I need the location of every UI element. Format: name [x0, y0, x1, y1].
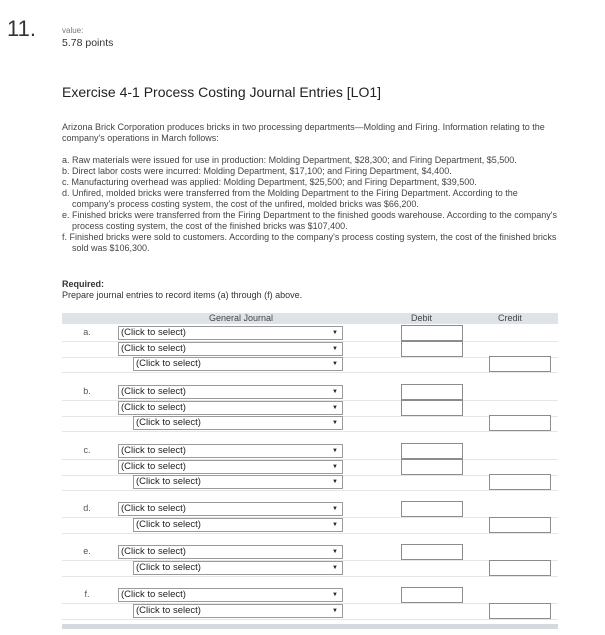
transaction-item: c. Manufacturing overhead was applied: Molding Department, $25,500; and Firing Department, $39,500.	[62, 177, 477, 187]
credit-amount-input[interactable]	[489, 603, 551, 619]
transaction-item: f. Finished bricks were sold to customers. According to the company's process costing system, the cost of the finished bricks sold was $106,300.	[62, 232, 557, 253]
debit-amount-input[interactable]	[401, 587, 463, 603]
transaction-list	[62, 155, 560, 254]
transaction-item: b. Direct labor costs were incurred: Molding Department, $17,100; and Firing Department, $4,400.	[62, 166, 452, 176]
credit-account-select[interactable]	[133, 475, 343, 489]
credit-amount-input[interactable]	[489, 415, 551, 431]
points-value: 5.78 points	[62, 37, 114, 49]
value-label: value:	[62, 26, 84, 35]
entry-letter: a.	[83, 327, 91, 337]
entry-letter: f.	[84, 589, 90, 599]
entry-letter: d.	[83, 503, 91, 513]
transaction-item: d. Unfired, molded bricks were transferred from the Molding Department to the Firing Department. According to the company's process costing system, the cost of the unfired, molded bricks was $66,200.	[62, 188, 518, 209]
credit-account-select[interactable]	[133, 604, 343, 618]
select-placeholder: (Click to select)	[136, 562, 201, 573]
row-divider	[62, 372, 558, 373]
select-placeholder: (Click to select)	[136, 519, 201, 530]
debit-amount-input[interactable]	[401, 325, 463, 341]
select-placeholder: (Click to select)	[136, 605, 201, 616]
question-number: 11.	[7, 16, 36, 41]
debit-account-select[interactable]	[118, 444, 343, 458]
select-placeholder: (Click to select)	[121, 503, 186, 514]
transaction-item: e. Finished bricks were transferred from the Firing Department to the finished goods warehouse. According to the company's process costing system, the cost of the finished bricks was $107,400.	[62, 210, 557, 231]
debit-amount-input[interactable]	[401, 384, 463, 400]
debit-amount-input[interactable]	[401, 459, 463, 475]
dropdown-arrow-icon: ▼	[332, 549, 338, 555]
row-divider	[62, 431, 558, 432]
credit-amount-input[interactable]	[489, 517, 551, 533]
header-credit: Credit	[498, 313, 523, 323]
dropdown-arrow-icon: ▼	[332, 464, 338, 470]
debit-account-select[interactable]	[118, 326, 343, 340]
dropdown-arrow-icon: ▼	[332, 565, 338, 571]
credit-account-select[interactable]	[133, 518, 343, 532]
select-placeholder: (Click to select)	[121, 402, 186, 413]
dropdown-arrow-icon: ▼	[332, 420, 338, 426]
dropdown-arrow-icon: ▼	[332, 479, 338, 485]
credit-account-select[interactable]	[133, 357, 343, 371]
select-placeholder: (Click to select)	[136, 417, 201, 428]
journal-header	[62, 313, 558, 324]
select-placeholder: (Click to select)	[121, 327, 186, 338]
debit-amount-input[interactable]	[401, 544, 463, 560]
credit-amount-input[interactable]	[489, 356, 551, 372]
debit-account-select[interactable]	[118, 545, 343, 559]
dropdown-arrow-icon: ▼	[332, 608, 338, 614]
dropdown-arrow-icon: ▼	[332, 346, 338, 352]
entry-letter: e.	[83, 546, 91, 556]
exercise-intro: Arizona Brick Corporation produces bricks in two processing departments—Molding and Firing. Information relating to the company's operations in March follows:	[62, 122, 545, 143]
select-placeholder: (Click to select)	[136, 358, 201, 369]
required-text: Prepare journal entries to record items (a) through (f) above.	[62, 290, 303, 300]
dropdown-arrow-icon: ▼	[332, 405, 338, 411]
debit-account-select[interactable]	[118, 588, 343, 602]
row-divider	[62, 576, 558, 577]
debit-account-select[interactable]	[118, 385, 343, 399]
row-divider	[62, 490, 558, 491]
select-placeholder: (Click to select)	[121, 461, 186, 472]
journal-footer-bar	[62, 624, 558, 629]
transaction-item: a. Raw materials were issued for use in production: Molding Department, $28,300; and Firing Department, $5,500.	[62, 155, 517, 165]
debit-account-select[interactable]	[118, 342, 343, 356]
debit-amount-input[interactable]	[401, 400, 463, 416]
credit-amount-input[interactable]	[489, 560, 551, 576]
dropdown-arrow-icon: ▼	[332, 330, 338, 336]
debit-amount-input[interactable]	[401, 341, 463, 357]
row-divider	[62, 619, 558, 620]
entry-letter: c.	[83, 445, 91, 455]
select-placeholder: (Click to select)	[136, 476, 201, 487]
required-label: Required:	[62, 279, 105, 289]
dropdown-arrow-icon: ▼	[332, 522, 338, 528]
row-divider	[62, 533, 558, 534]
header-general-journal: General Journal	[209, 313, 274, 323]
select-placeholder: (Click to select)	[121, 546, 186, 557]
debit-account-select[interactable]	[118, 502, 343, 516]
credit-account-select[interactable]	[133, 416, 343, 430]
debit-account-select[interactable]	[118, 460, 343, 474]
select-placeholder: (Click to select)	[121, 589, 186, 600]
dropdown-arrow-icon: ▼	[332, 592, 338, 598]
header-debit: Debit	[411, 313, 433, 323]
select-placeholder: (Click to select)	[121, 343, 186, 354]
select-placeholder: (Click to select)	[121, 445, 186, 456]
credit-amount-input[interactable]	[489, 474, 551, 490]
entry-letter: b.	[83, 386, 91, 396]
dropdown-arrow-icon: ▼	[332, 506, 338, 512]
debit-account-select[interactable]	[118, 401, 343, 415]
debit-amount-input[interactable]	[401, 443, 463, 459]
dropdown-arrow-icon: ▼	[332, 448, 338, 454]
dropdown-arrow-icon: ▼	[332, 361, 338, 367]
debit-amount-input[interactable]	[401, 501, 463, 517]
dropdown-arrow-icon: ▼	[332, 389, 338, 395]
credit-account-select[interactable]	[133, 561, 343, 575]
exercise-title: Exercise 4-1 Process Costing Journal Entries [LO1]	[62, 84, 382, 100]
select-placeholder: (Click to select)	[121, 386, 186, 397]
